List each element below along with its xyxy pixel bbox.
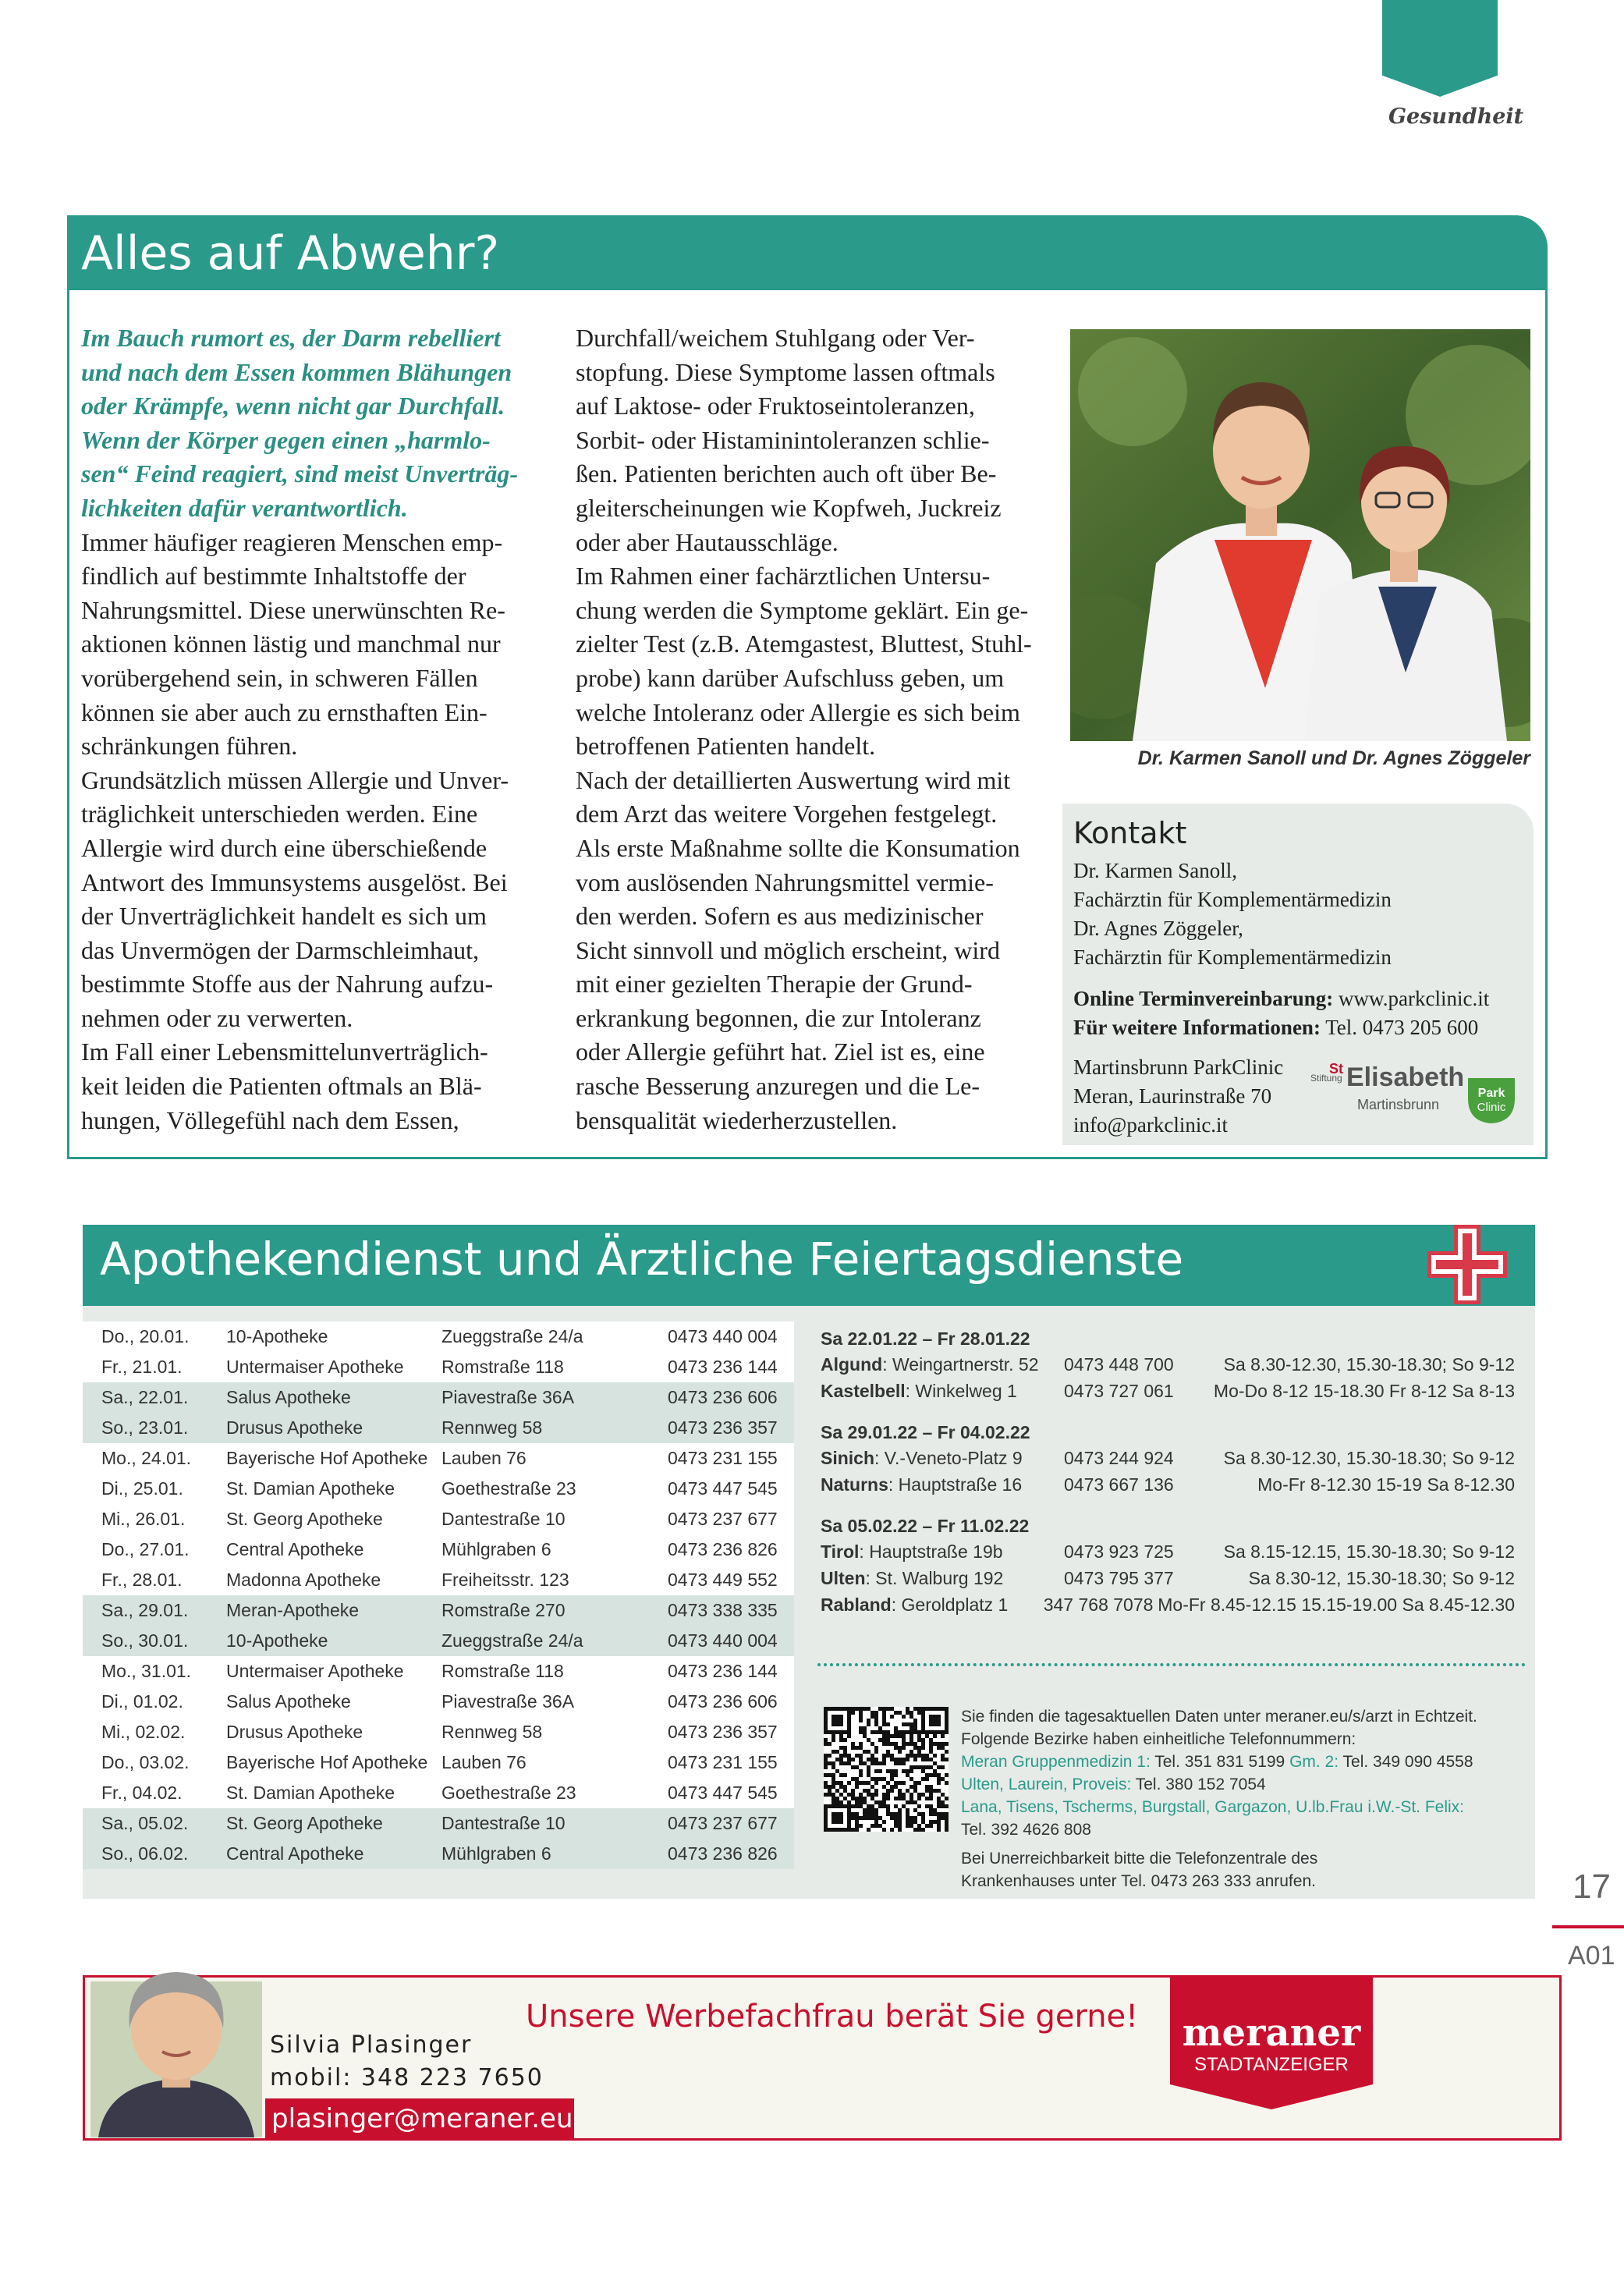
- park-clinic-logo: [1465, 1075, 1518, 1125]
- contact-online: [1073, 984, 1526, 1042]
- rota-phone: 0473 244 924: [1064, 1448, 1174, 1468]
- rota-row: [821, 1565, 1515, 1591]
- meraner-logo: [1170, 1975, 1373, 2109]
- rota-place-name: Rabland: [821, 1595, 892, 1615]
- pharmacy-name: Madonna Apotheke: [226, 1565, 441, 1595]
- lead-line: Wenn der Körper gegen einen „harmlo-: [81, 425, 491, 454]
- body-line: Sorbit- oder Histaminintoleranzen schlie-: [576, 425, 990, 454]
- pharmacy-date: Sa., 22.01.: [83, 1382, 226, 1413]
- body-line: Nach der detaillierten Auswertung wird mit: [576, 765, 1011, 794]
- pharmacy-name: Meran-Apotheke: [226, 1595, 441, 1626]
- pharmacy-name: St. Georg Apotheke: [226, 1504, 441, 1534]
- pharmacy-date: Fr., 21.01.: [83, 1352, 226, 1382]
- table-row: [83, 1565, 794, 1595]
- info-line: [961, 1751, 1523, 1773]
- rota-phone: 347 768 7078: [1043, 1595, 1154, 1615]
- pharmacy-street: Piavestraße 36A: [441, 1687, 668, 1717]
- body-line: betroffenen Patienten handelt.: [576, 732, 876, 761]
- contact-line: Fachärztin für Komplementärmedizin: [1073, 945, 1392, 969]
- pharmacy-name: Central Apotheke: [226, 1534, 441, 1565]
- body-line: findlich auf bestimmte Inhaltstoffe der: [81, 562, 466, 591]
- rota-address: : Winkelweg 1: [905, 1381, 1017, 1401]
- logo-sub-text: STADTANZEIGER: [1194, 2054, 1349, 2075]
- body-line: der Unverträglichkeit handelt es sich um: [81, 902, 487, 931]
- pharmacy-name: Drusus Apotheke: [226, 1717, 441, 1747]
- table-row: [83, 1747, 794, 1778]
- park-logo-line1: Park: [1477, 1087, 1505, 1100]
- table-row: [83, 1321, 794, 1352]
- pharmacy-date: Do., 03.02.: [83, 1747, 226, 1778]
- pharmacy-name: St. Damian Apotheke: [226, 1778, 441, 1808]
- lead-line: sen“ Feind reagiert, sind meist Unverträg-: [81, 459, 519, 488]
- qr-code-icon[interactable]: [824, 1707, 949, 1832]
- photo-caption: Dr. Karmen Sanoll und Dr. Agnes Zöggeler: [1137, 747, 1530, 769]
- info-district: Lana, Tisens, Tscherms, Burgstall, Gargazon, U.lb.Frau i.W.-St. Felix:: [961, 1798, 1465, 1816]
- pharmacy-date: Mi., 26.01.: [83, 1504, 226, 1534]
- pharmacy-phone: 0473 236 357: [668, 1413, 794, 1443]
- page-number: 17: [1573, 1868, 1611, 1906]
- pharmacy-street: Goethestraße 23: [441, 1778, 668, 1808]
- rota-period: Sa 29.01.22 – Fr 04.02.22: [821, 1422, 1030, 1442]
- rota-address: : St. Walburg 192: [865, 1568, 1004, 1588]
- pharmacy-table: [83, 1321, 794, 1869]
- info-phone: Tel. 351 831 5199: [1150, 1753, 1290, 1771]
- info-phone: Tel. 392 4626 808: [961, 1821, 1091, 1839]
- pharmacy-date: So., 30.01.: [83, 1626, 226, 1656]
- pharmacy-date: Sa., 05.02.: [83, 1808, 226, 1839]
- pharmacy-name: St. Damian Apotheke: [226, 1474, 441, 1504]
- pharmacy-street: Romstraße 118: [441, 1656, 668, 1687]
- pharmacy-street: Romstraße 118: [441, 1352, 668, 1382]
- body-line: zielter Test (z.B. Atemgastest, Bluttest, Stuhl-: [576, 630, 1032, 658]
- info-phone: Tel. 380 152 7054: [1131, 1775, 1266, 1793]
- table-row: [83, 1656, 794, 1687]
- article-title: Alles auf Abwehr?: [81, 226, 500, 281]
- logo-main-text: Elisabeth: [1346, 1062, 1465, 1092]
- website-link[interactable]: www.parkclinic.it: [1339, 987, 1490, 1010]
- logo-st-text: St: [1329, 1061, 1343, 1077]
- lead-line: oder Krämpfe, wenn nicht gar Durchfall.: [81, 392, 505, 420]
- rota-phone: 0473 923 725: [1064, 1541, 1174, 1562]
- pharmacy-name: Drusus Apotheke: [226, 1413, 441, 1443]
- table-row: [83, 1413, 794, 1443]
- pharmacy-street: Lauben 76: [441, 1443, 668, 1474]
- pharmacy-name: Central Apotheke: [226, 1839, 441, 1869]
- table-row: [83, 1626, 794, 1656]
- rota-hours: Sa 8.30-12.30, 15.30-18.30; So 9-12: [1223, 1354, 1515, 1375]
- body-line: vom auslösenden Nahrungsmittel vermie-: [576, 867, 994, 896]
- advisor-email[interactable]: plasinger@meraner.eu: [265, 2098, 574, 2139]
- rota-hours: Sa 8.30-12, 15.30-18.30; So 9-12: [1248, 1568, 1515, 1588]
- table-row: [83, 1595, 794, 1626]
- pharmacy-phone: 0473 236 606: [668, 1687, 794, 1717]
- table-row: [83, 1687, 794, 1717]
- pharmacy-date: Di., 01.02.: [83, 1687, 226, 1717]
- article-column-2: [576, 321, 1044, 1137]
- rota-row: [821, 1445, 1515, 1471]
- table-row: [83, 1839, 794, 1869]
- body-line: stopfung. Diese Symptome lassen oftmals: [576, 357, 995, 386]
- pharmacy-date: So., 23.01.: [83, 1413, 226, 1443]
- email-link[interactable]: info@parkclinic.it: [1073, 1113, 1229, 1137]
- rota-place-name: Tirol: [821, 1541, 860, 1562]
- logo-small-text: Stiftung: [1310, 1073, 1342, 1084]
- lead-line: und nach dem Essen kommen Blähungen: [81, 357, 512, 386]
- phone-number: Tel. 0473 205 600: [1325, 1016, 1479, 1039]
- rota-phone: 0473 448 700: [1064, 1354, 1174, 1375]
- online-booking: [1073, 984, 1526, 1013]
- pharmacy-street: Piavestraße 36A: [441, 1382, 668, 1413]
- rota-address: : V.-Veneto-Platz 9: [874, 1448, 1023, 1468]
- rota-group: [821, 1513, 1515, 1618]
- rota-group: [821, 1420, 1515, 1498]
- rota-phone: 0473 667 136: [1064, 1474, 1174, 1495]
- contact-line: Dr. Karmen Sanoll,: [1073, 859, 1237, 882]
- contact-line: Dr. Agnes Zöggeler,: [1073, 917, 1243, 940]
- pharmacy-street: Freiheitsstr. 123: [441, 1565, 668, 1595]
- body-line: den werden. Sofern es aus medizinischer: [576, 902, 984, 931]
- pharmacy-street: Rennweg 58: [441, 1413, 668, 1443]
- pharmacy-phone: 0473 236 606: [668, 1382, 794, 1413]
- rota-hours: Mo-Do 8-12 15-18.30 Fr 8-12 Sa 8-13: [1213, 1381, 1515, 1401]
- rota-hours: Sa 8.30-12.30, 15.30-18.30; So 9-12: [1223, 1448, 1515, 1468]
- pharmacy-phone: 0473 447 545: [668, 1778, 794, 1808]
- body-line: Antwort des Immunsystems ausgelöst. Bei: [81, 867, 508, 896]
- body-line: Sicht sinnvoll und möglich erscheint, wird: [576, 935, 1000, 964]
- section-tab: [1382, 0, 1498, 97]
- body-line: Grundsätzlich müssen Allergie und Unver-: [81, 765, 509, 794]
- body-line: probe) kann darüber Aufschluss geben, um: [576, 663, 1005, 692]
- pharmacy-name: Untermaiser Apotheke: [226, 1352, 441, 1382]
- pharmacy-info: [961, 1705, 1523, 1893]
- pharmacy-street: Rennweg 58: [441, 1717, 668, 1747]
- pharmacy-date: Di., 25.01.: [83, 1474, 226, 1504]
- pharmacy-phone: 0473 237 677: [668, 1504, 794, 1534]
- table-row: [83, 1474, 794, 1504]
- pharmacy-street: Romstraße 270: [441, 1595, 668, 1626]
- pharmacy-date: So., 06.02.: [83, 1839, 226, 1869]
- further-info-label: Für weitere Informationen:: [1073, 1016, 1321, 1039]
- info-line: [961, 1773, 1523, 1796]
- pharmacy-date: Mo., 31.01.: [83, 1656, 226, 1687]
- rota-address: : Geroldplatz 1: [891, 1595, 1009, 1615]
- article-column-1: [81, 321, 543, 1137]
- rota-place: [821, 1351, 1064, 1378]
- body-line: Im Fall einer Lebensmittelunverträglich-: [81, 1038, 488, 1066]
- info-phone: Tel. 349 090 4558: [1339, 1753, 1473, 1771]
- rota-row: [821, 1538, 1515, 1565]
- lead-line: lichkeiten dafür verantwortlich.: [81, 493, 408, 522]
- logo-main-text: meraner: [1182, 2011, 1361, 2055]
- pharmacy-street: Goethestraße 23: [441, 1474, 668, 1504]
- body-line: schränkungen führen.: [81, 732, 298, 761]
- pharmacy-name: Salus Apotheke: [226, 1687, 441, 1717]
- rota-place-name: Sinich: [821, 1448, 875, 1468]
- rota-address: : Hauptstraße 16: [888, 1474, 1023, 1495]
- info-line: Sie finden die tagesaktuellen Daten unter meraner.eu/s/arzt in Echtzeit.: [961, 1708, 1477, 1726]
- pharmacy-phone: 0473 236 826: [668, 1534, 794, 1565]
- pharmacy-phone: 0473 237 677: [668, 1808, 794, 1839]
- rota-hours: Mo-Fr 8-12.30 15-19 Sa 8-12.30: [1257, 1474, 1515, 1495]
- rota-place: [821, 1565, 1064, 1591]
- info-district: Meran Gruppenmedizin 1:: [961, 1753, 1151, 1771]
- rota-place-name: Ulten: [821, 1568, 866, 1588]
- pharmacy-name: 10-Apotheke: [226, 1321, 441, 1352]
- pharmacy-date: Mi., 02.02.: [83, 1717, 226, 1747]
- pharmacy-phone: 0473 236 357: [668, 1717, 794, 1747]
- pharmacy-name: Salus Apotheke: [226, 1382, 441, 1413]
- article-lead: [81, 321, 543, 526]
- lead-line: Im Bauch rumort es, der Darm rebelliert: [81, 324, 501, 352]
- pharmacy-date: Do., 27.01.: [83, 1534, 226, 1565]
- rota-place: [821, 1445, 1064, 1471]
- doctors-photo: [1070, 329, 1530, 741]
- rota-phone: 0473 795 377: [1064, 1568, 1174, 1588]
- rota-place-name: Algund: [821, 1354, 883, 1375]
- body-line: Allergie wird durch eine überschießende: [81, 833, 488, 862]
- address-line: Martinsbrunn ParkClinic: [1073, 1055, 1284, 1079]
- rota-place: [821, 1471, 1064, 1498]
- body-line: chung werden die Symptome geklärt. Ein ge-: [576, 595, 1029, 624]
- section-label: Gesundheit: [1388, 105, 1524, 129]
- pharmacy-street: Dantestraße 10: [441, 1504, 668, 1534]
- body-line: Als erste Maßnahme sollte die Konsumation: [576, 833, 1020, 862]
- pharmacy-date: Do., 20.01.: [83, 1321, 226, 1352]
- body-line: mit einer gezielten Therapie der Grund-: [576, 970, 973, 999]
- pharmacy-street: Dantestraße 10: [441, 1808, 668, 1839]
- table-row: [83, 1778, 794, 1808]
- body-line: hungen, Völlegefühl nach dem Essen,: [81, 1105, 459, 1134]
- rota-group: [821, 1326, 1515, 1404]
- pharmacy-street: Mühlgraben 6: [441, 1534, 668, 1565]
- rota-place-name: Kastelbell: [821, 1381, 906, 1401]
- pharmacy-name: 10-Apotheke: [226, 1626, 441, 1656]
- rota-phone: 0473 727 061: [1064, 1381, 1174, 1401]
- pharmacy-street: Lauben 76: [441, 1747, 668, 1778]
- stiftung-st-elisabeth-logo: [1310, 1058, 1466, 1112]
- info-line: Krankenhauses unter Tel. 0473 263 333 anrufen.: [961, 1872, 1316, 1890]
- body-line: aktionen können lästig und manchmal nur: [81, 630, 501, 658]
- body-line: Immer häufiger reagieren Menschen emp-: [81, 527, 503, 556]
- body-line: nehmen oder zu verwerten.: [81, 1003, 353, 1032]
- contact-title: Kontakt: [1073, 816, 1187, 850]
- body-line: oder aber Hautausschläge.: [576, 527, 839, 556]
- body-line: oder Allergie geführt hat. Ziel ist es, eine: [576, 1038, 985, 1066]
- body-line: Nahrungsmittel. Diese unerwünschten Re-: [81, 595, 505, 624]
- pharmacy-phone: 0473 231 155: [668, 1747, 794, 1778]
- article-body: [81, 526, 543, 1138]
- rota-address: : Weingartnerstr. 52: [882, 1354, 1039, 1375]
- info-district: Ulten, Laurein, Proveis:: [961, 1775, 1132, 1793]
- rota-hours: Sa 8.15-12.15, 15.30-18.30; So 9-12: [1223, 1541, 1515, 1562]
- table-row: [83, 1443, 794, 1474]
- body-line: rasche Besserung anzuregen und die Le-: [576, 1072, 980, 1101]
- rota-place: [821, 1538, 1064, 1565]
- table-row: [83, 1352, 794, 1382]
- body-line: können sie aber auch zu ernsthaften Ein-: [81, 697, 488, 726]
- pharmacy-phone: 0473 236 144: [668, 1352, 794, 1382]
- page-divider: [1552, 1925, 1624, 1928]
- body-line: Durchfall/weichem Stuhlgang oder Ver-: [576, 324, 975, 352]
- body-line: gleiterscheinungen wie Kopfweh, Juckreiz: [576, 493, 1002, 522]
- rota-place: [821, 1378, 1064, 1404]
- dotted-divider: [817, 1663, 1526, 1666]
- advisor-name: Silvia Plasinger: [270, 2031, 473, 2059]
- body-line: erkrankung begonnen, die zur Intoleranz: [576, 1003, 981, 1032]
- pharmacy-phone: 0473 447 545: [668, 1474, 794, 1504]
- table-row: [83, 1534, 794, 1565]
- body-line: dem Arzt das weitere Vorgehen festgelegt.: [576, 800, 998, 828]
- advisor-mobile: mobil: 348 223 7650: [270, 2064, 544, 2091]
- pharmacy-phone: 0473 440 004: [668, 1626, 794, 1656]
- table-row: [83, 1504, 794, 1534]
- pharmacy-phone: 0473 236 826: [668, 1839, 794, 1869]
- body-line: das Unvermögen der Darmschleimhaut,: [81, 935, 480, 964]
- info-line: Bei Unerreichbarkeit bitte die Telefonzentrale des: [961, 1850, 1318, 1868]
- further-info: [1073, 1013, 1526, 1042]
- body-line: auf Laktose- oder Fruktoseintoleranzen,: [576, 392, 975, 420]
- pharmacy-date: Sa., 29.01.: [83, 1595, 226, 1626]
- red-cross-icon: [1424, 1222, 1510, 1307]
- info-district: Gm. 2:: [1289, 1753, 1339, 1771]
- pharmacy-name: Bayerische Hof Apotheke: [226, 1443, 441, 1474]
- pharmacy-street: Zueggstraße 24/a: [441, 1321, 668, 1352]
- contact-details: [1073, 857, 1526, 972]
- info-line: Folgende Bezirke haben einheitliche Telefonnummern:: [961, 1730, 1356, 1748]
- contact-line: Fachärztin für Komplementärmedizin: [1073, 888, 1392, 911]
- rota-row: [821, 1591, 1515, 1618]
- body-line: träglichkeit unterschieden werden. Eine: [81, 800, 478, 828]
- pharmacy-date: Fr., 04.02.: [83, 1778, 226, 1808]
- pharmacy-street: Mühlgraben 6: [441, 1839, 668, 1869]
- body-line: Im Rahmen einer fachärztlichen Untersu-: [576, 562, 991, 591]
- rota-row: [821, 1351, 1515, 1378]
- body-line: keit leiden die Patienten oftmals an Blä-: [81, 1072, 482, 1101]
- page-code: A01: [1568, 1941, 1615, 1971]
- address-line: Meran, Laurinstraße 70: [1073, 1084, 1272, 1108]
- contact-address: [1073, 1053, 1307, 1140]
- rota-list: [821, 1326, 1515, 1634]
- pharmacy-phone: 0473 236 144: [668, 1656, 794, 1687]
- body-line: welche Intoleranz oder Allergie es sich beim: [576, 697, 1020, 726]
- rota-place-name: Naturns: [821, 1474, 888, 1495]
- logo-sub-text: Martinsbrunn: [1357, 1097, 1440, 1112]
- pharmacy-date: Mo., 24.01.: [83, 1443, 226, 1474]
- rota-place: [821, 1591, 1044, 1618]
- pharmacy-street: Zueggstraße 24/a: [441, 1626, 668, 1656]
- pharmacy-title: Apothekendienst und Ärztliche Feiertagsdienste: [100, 1233, 1184, 1286]
- pharmacy-name: St. Georg Apotheke: [226, 1808, 441, 1839]
- ad-slogan: Unsere Werbefachfrau berät Sie gerne!: [526, 1999, 1139, 2034]
- online-booking-label: Online Terminvereinbarung:: [1073, 987, 1334, 1010]
- advisor-photo: [90, 1950, 262, 2137]
- body-line: bensqualität wiederherzustellen.: [576, 1105, 898, 1134]
- pharmacy-date: Fr., 28.01.: [83, 1565, 226, 1595]
- rota-hours: Mo-Fr 8.45-12.15 15.15-19.00 Sa 8.45-12.30: [1158, 1595, 1515, 1615]
- pharmacy-phone: 0473 440 004: [668, 1321, 794, 1352]
- table-row: [83, 1382, 794, 1413]
- pharmacy-name: Untermaiser Apotheke: [226, 1656, 441, 1687]
- rota-row: [821, 1378, 1515, 1404]
- body-line: ßen. Patienten berichten auch oft über Be-: [576, 459, 997, 488]
- rota-period: Sa 05.02.22 – Fr 11.02.22: [821, 1516, 1030, 1536]
- pharmacy-phone: 0473 338 335: [668, 1595, 794, 1626]
- rota-row: [821, 1471, 1515, 1498]
- rota-period: Sa 22.01.22 – Fr 28.01.22: [821, 1329, 1030, 1349]
- table-row: [83, 1808, 794, 1839]
- body-line: bestimmte Stoffe aus der Nahrung aufzu-: [81, 970, 494, 999]
- pharmacy-phone: 0473 449 552: [668, 1565, 794, 1595]
- park-logo-line2: Clinic: [1477, 1101, 1506, 1114]
- rota-address: : Hauptstraße 19b: [859, 1541, 1003, 1562]
- table-row: [83, 1717, 794, 1747]
- pharmacy-name: Bayerische Hof Apotheke: [226, 1747, 441, 1778]
- pharmacy-phone: 0473 231 155: [668, 1443, 794, 1474]
- body-line: vorübergehend sein, in schweren Fällen: [81, 663, 478, 692]
